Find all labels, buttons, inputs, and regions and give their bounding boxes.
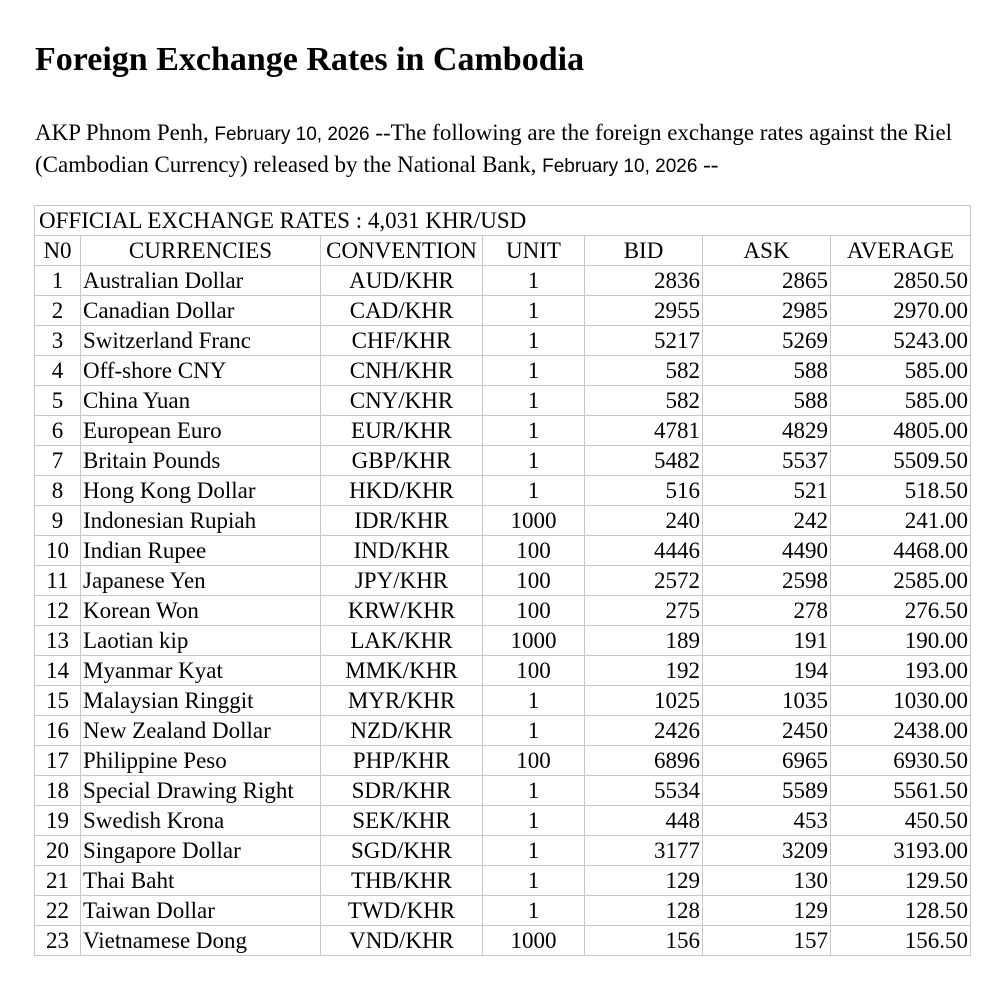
table-row <box>35 626 971 656</box>
cell-convention: IDR/KHR <box>321 506 483 536</box>
cell-unit: 100 <box>483 596 585 626</box>
cell-ask: 2598 <box>703 566 831 596</box>
cell-currency: China Yuan <box>81 386 321 416</box>
cell-no: 13 <box>35 626 81 656</box>
cell-convention: HKD/KHR <box>321 476 483 506</box>
cell-average: 128.50 <box>831 896 971 926</box>
cell-unit: 1 <box>483 836 585 866</box>
cell-convention: MMK/KHR <box>321 656 483 686</box>
cell-bid: 2572 <box>585 566 703 596</box>
cell-convention: LAK/KHR <box>321 626 483 656</box>
cell-average: 129.50 <box>831 866 971 896</box>
cell-average: 5509.50 <box>831 446 971 476</box>
table-row <box>35 566 971 596</box>
table-row <box>35 926 971 956</box>
cell-currency: Swedish Krona <box>81 806 321 836</box>
cell-convention: GBP/KHR <box>321 446 483 476</box>
cell-ask: 2450 <box>703 716 831 746</box>
cell-convention: KRW/KHR <box>321 596 483 626</box>
cell-currency: Canadian Dollar <box>81 296 321 326</box>
cell-convention: CHF/KHR <box>321 326 483 356</box>
cell-ask: 130 <box>703 866 831 896</box>
cell-ask: 588 <box>703 386 831 416</box>
cell-ask: 1035 <box>703 686 831 716</box>
cell-convention: MYR/KHR <box>321 686 483 716</box>
cell-unit: 1000 <box>483 626 585 656</box>
cell-currency: Malaysian Ringgit <box>81 686 321 716</box>
cell-no: 22 <box>35 896 81 926</box>
cell-unit: 1000 <box>483 926 585 956</box>
cell-ask: 5537 <box>703 446 831 476</box>
cell-average: 5561.50 <box>831 776 971 806</box>
cell-currency: Taiwan Dollar <box>81 896 321 926</box>
cell-ask: 4490 <box>703 536 831 566</box>
intro-text-3: -- <box>697 152 719 177</box>
cell-unit: 1000 <box>483 506 585 536</box>
cell-bid: 1025 <box>585 686 703 716</box>
table-row <box>35 266 971 296</box>
cell-unit: 1 <box>483 386 585 416</box>
cell-convention: VND/KHR <box>321 926 483 956</box>
header-ask: ASK <box>703 236 831 266</box>
header-convention: CONVENTION <box>321 236 483 266</box>
cell-currency: Myanmar Kyat <box>81 656 321 686</box>
cell-average: 2970.00 <box>831 296 971 326</box>
cell-currency: European Euro <box>81 416 321 446</box>
cell-convention: PHP/KHR <box>321 746 483 776</box>
cell-ask: 5269 <box>703 326 831 356</box>
cell-unit: 1 <box>483 326 585 356</box>
cell-no: 23 <box>35 926 81 956</box>
cell-average: 276.50 <box>831 596 971 626</box>
cell-bid: 129 <box>585 866 703 896</box>
cell-ask: 129 <box>703 896 831 926</box>
cell-average: 4805.00 <box>831 416 971 446</box>
cell-average: 585.00 <box>831 356 971 386</box>
table-row <box>35 596 971 626</box>
header-bid: BID <box>585 236 703 266</box>
cell-currency: Britain Pounds <box>81 446 321 476</box>
cell-unit: 1 <box>483 416 585 446</box>
cell-convention: SGD/KHR <box>321 836 483 866</box>
cell-convention: JPY/KHR <box>321 566 483 596</box>
cell-average: 6930.50 <box>831 746 971 776</box>
cell-unit: 1 <box>483 776 585 806</box>
cell-currency: Hong Kong Dollar <box>81 476 321 506</box>
cell-average: 4468.00 <box>831 536 971 566</box>
table-row <box>35 866 971 896</box>
cell-bid: 582 <box>585 356 703 386</box>
cell-no: 16 <box>35 716 81 746</box>
table-row <box>35 656 971 686</box>
cell-average: 241.00 <box>831 506 971 536</box>
cell-convention: AUD/KHR <box>321 266 483 296</box>
cell-no: 11 <box>35 566 81 596</box>
table-row <box>35 686 971 716</box>
cell-unit: 1 <box>483 446 585 476</box>
cell-average: 585.00 <box>831 386 971 416</box>
cell-no: 10 <box>35 536 81 566</box>
cell-bid: 156 <box>585 926 703 956</box>
table-row <box>35 536 971 566</box>
cell-no: 2 <box>35 296 81 326</box>
table-header-row <box>35 236 971 266</box>
cell-currency: Singapore Dollar <box>81 836 321 866</box>
cell-convention: SDR/KHR <box>321 776 483 806</box>
cell-bid: 2426 <box>585 716 703 746</box>
cell-bid: 192 <box>585 656 703 686</box>
header-currencies: CURRENCIES <box>81 236 321 266</box>
cell-no: 3 <box>35 326 81 356</box>
cell-ask: 4829 <box>703 416 831 446</box>
cell-currency: Japanese Yen <box>81 566 321 596</box>
cell-ask: 278 <box>703 596 831 626</box>
cell-convention: IND/KHR <box>321 536 483 566</box>
cell-no: 12 <box>35 596 81 626</box>
cell-no: 18 <box>35 776 81 806</box>
cell-bid: 4781 <box>585 416 703 446</box>
cell-no: 17 <box>35 746 81 776</box>
rates-table-body <box>35 206 971 956</box>
cell-average: 190.00 <box>831 626 971 656</box>
cell-unit: 1 <box>483 476 585 506</box>
cell-convention: CNY/KHR <box>321 386 483 416</box>
intro-text-1: AKP Phnom Penh, <box>35 120 215 145</box>
cell-unit: 100 <box>483 746 585 776</box>
table-row <box>35 836 971 866</box>
cell-bid: 3177 <box>585 836 703 866</box>
cell-no: 19 <box>35 806 81 836</box>
cell-unit: 1 <box>483 896 585 926</box>
table-row <box>35 506 971 536</box>
cell-currency: Thai Baht <box>81 866 321 896</box>
cell-ask: 191 <box>703 626 831 656</box>
cell-bid: 4446 <box>585 536 703 566</box>
cell-average: 156.50 <box>831 926 971 956</box>
cell-unit: 1 <box>483 356 585 386</box>
cell-convention: EUR/KHR <box>321 416 483 446</box>
table-row <box>35 896 971 926</box>
cell-ask: 6965 <box>703 746 831 776</box>
cell-unit: 100 <box>483 536 585 566</box>
table-row <box>35 356 971 386</box>
cell-currency: Laotian kip <box>81 626 321 656</box>
cell-bid: 275 <box>585 596 703 626</box>
cell-average: 193.00 <box>831 656 971 686</box>
official-rate-row <box>35 206 971 236</box>
cell-convention: TWD/KHR <box>321 896 483 926</box>
cell-no: 9 <box>35 506 81 536</box>
release-date-2: February 10, 2026 <box>542 156 698 177</box>
cell-currency: Vietnamese Dong <box>81 926 321 956</box>
cell-bid: 5534 <box>585 776 703 806</box>
cell-no: 21 <box>35 866 81 896</box>
cell-ask: 2985 <box>703 296 831 326</box>
cell-currency: Switzerland Franc <box>81 326 321 356</box>
cell-bid: 516 <box>585 476 703 506</box>
cell-unit: 1 <box>483 806 585 836</box>
table-row <box>35 746 971 776</box>
cell-no: 15 <box>35 686 81 716</box>
cell-no: 6 <box>35 416 81 446</box>
cell-convention: THB/KHR <box>321 866 483 896</box>
header-no: N0 <box>35 236 81 266</box>
table-row <box>35 476 971 506</box>
exchange-rates-table <box>34 205 971 956</box>
cell-bid: 6896 <box>585 746 703 776</box>
cell-unit: 1 <box>483 266 585 296</box>
cell-ask: 588 <box>703 356 831 386</box>
cell-unit: 1 <box>483 866 585 896</box>
cell-bid: 2836 <box>585 266 703 296</box>
cell-ask: 5589 <box>703 776 831 806</box>
header-unit: UNIT <box>483 236 585 266</box>
table-row <box>35 386 971 416</box>
cell-ask: 242 <box>703 506 831 536</box>
cell-bid: 128 <box>585 896 703 926</box>
cell-ask: 194 <box>703 656 831 686</box>
cell-average: 2585.00 <box>831 566 971 596</box>
cell-bid: 5482 <box>585 446 703 476</box>
cell-ask: 3209 <box>703 836 831 866</box>
cell-bid: 582 <box>585 386 703 416</box>
cell-currency: Australian Dollar <box>81 266 321 296</box>
cell-no: 1 <box>35 266 81 296</box>
cell-currency: Special Drawing Right <box>81 776 321 806</box>
cell-average: 518.50 <box>831 476 971 506</box>
page-title: Foreign Exchange Rates in Cambodia <box>35 41 585 78</box>
cell-average: 3193.00 <box>831 836 971 866</box>
header-average: AVERAGE <box>831 236 971 266</box>
table-row <box>35 446 971 476</box>
cell-average: 2850.50 <box>831 266 971 296</box>
table-row <box>35 296 971 326</box>
cell-no: 14 <box>35 656 81 686</box>
cell-convention: CAD/KHR <box>321 296 483 326</box>
table-row <box>35 776 971 806</box>
cell-average: 1030.00 <box>831 686 971 716</box>
cell-ask: 521 <box>703 476 831 506</box>
release-date-1: February 10, 2026 <box>214 124 370 145</box>
cell-average: 2438.00 <box>831 716 971 746</box>
cell-bid: 240 <box>585 506 703 536</box>
cell-currency: Philippine Peso <box>81 746 321 776</box>
cell-unit: 1 <box>483 296 585 326</box>
cell-unit: 1 <box>483 686 585 716</box>
cell-currency: Indian Rupee <box>81 536 321 566</box>
cell-ask: 453 <box>703 806 831 836</box>
cell-currency: New Zealand Dollar <box>81 716 321 746</box>
cell-bid: 448 <box>585 806 703 836</box>
cell-ask: 157 <box>703 926 831 956</box>
cell-convention: CNH/KHR <box>321 356 483 386</box>
cell-currency: Indonesian Rupiah <box>81 506 321 536</box>
cell-unit: 100 <box>483 656 585 686</box>
cell-convention: SEK/KHR <box>321 806 483 836</box>
cell-no: 5 <box>35 386 81 416</box>
cell-no: 4 <box>35 356 81 386</box>
intro-text-2: --The following are the foreign exchange rates against the Riel (Cambodian Currency) released by the National Bank, <box>35 120 953 177</box>
table-row <box>35 806 971 836</box>
intro-paragraph <box>35 118 975 182</box>
cell-bid: 189 <box>585 626 703 656</box>
cell-no: 8 <box>35 476 81 506</box>
cell-currency: Korean Won <box>81 596 321 626</box>
cell-unit: 1 <box>483 716 585 746</box>
cell-bid: 5217 <box>585 326 703 356</box>
table-row <box>35 416 971 446</box>
cell-average: 450.50 <box>831 806 971 836</box>
cell-bid: 2955 <box>585 296 703 326</box>
cell-convention: NZD/KHR <box>321 716 483 746</box>
table-row <box>35 326 971 356</box>
cell-no: 20 <box>35 836 81 866</box>
cell-ask: 2865 <box>703 266 831 296</box>
cell-average: 5243.00 <box>831 326 971 356</box>
cell-no: 7 <box>35 446 81 476</box>
table-row <box>35 716 971 746</box>
cell-currency: Off-shore CNY <box>81 356 321 386</box>
cell-unit: 100 <box>483 566 585 596</box>
official-exchange-rate: OFFICIAL EXCHANGE RATES : 4,031 KHR/USD <box>35 206 971 236</box>
